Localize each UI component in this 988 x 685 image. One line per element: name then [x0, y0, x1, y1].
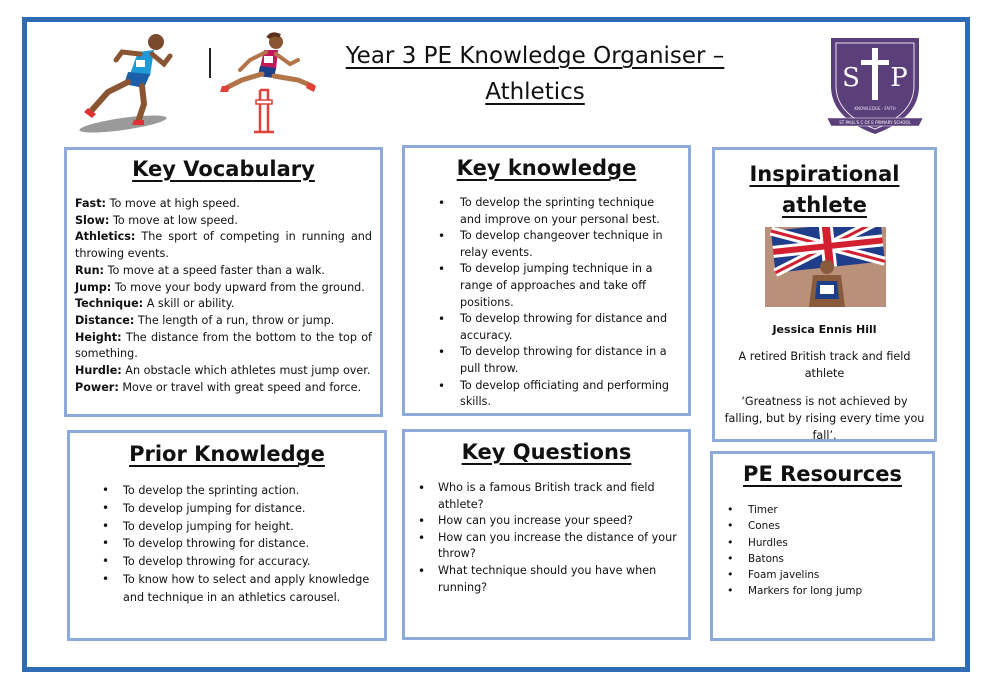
key-questions-panel: [402, 429, 691, 640]
list-item: • To develop throwing for distance.: [70, 535, 384, 553]
key-knowledge-title: Key knowledge: [456, 156, 637, 180]
vocab-definition: To move at a speed faster than a walk.: [104, 263, 325, 277]
list-item: • To know how to select and apply knowledge and technique in an athletics carousel.: [70, 571, 384, 607]
key-knowledge-panel: [402, 145, 691, 416]
prior-knowledge-title: Prior Knowledge: [129, 442, 325, 466]
vocab-definition: The distance from the bottom to the top of something.: [75, 330, 372, 361]
vocab-term: Technique:: [75, 297, 144, 311]
pe-resources-list: [713, 502, 932, 600]
list-item: • To develop jumping technique in a range of approaches and take off positions.: [405, 261, 688, 311]
vocab-term: Distance:: [75, 313, 135, 327]
page-title: [330, 38, 740, 110]
key-questions-list: [405, 480, 688, 596]
inspirational-athlete-title: Inspirational athlete: [749, 162, 900, 217]
hurdler-illustration: [220, 30, 320, 135]
list-item: • To develop officiating and performing skills.: [405, 378, 688, 411]
vocab-term: Height:: [75, 330, 122, 344]
athlete-quote: ‘Greatness is not achieved by falling, but by rising every time you fall’.: [724, 395, 925, 442]
list-item: • How can you increase the distance of your throw?: [405, 530, 688, 563]
key-vocabulary-panel: [64, 147, 383, 417]
list-item: • Who is a famous British track and field athlete?: [405, 480, 688, 513]
vocab-definition: A skill or ability.: [143, 297, 235, 311]
vocab-item: [75, 229, 372, 262]
knowledge-list: [405, 195, 688, 411]
vocab-term: Fast:: [75, 197, 107, 210]
list-item: • To develop the sprinting action.: [70, 482, 384, 500]
vocab-definition: An obstacle which athletes must jump over.: [121, 364, 371, 378]
athlete-photo: [765, 227, 886, 307]
vocab-term: Slow:: [75, 213, 110, 227]
list-item: • Foam javelins: [713, 567, 932, 583]
header-divider: [209, 48, 211, 78]
vocab-definition: To move at high speed.: [106, 197, 240, 210]
vocab-definition: To move your body upward from the ground.: [111, 280, 365, 294]
vocab-item: [75, 280, 372, 297]
vocab-item: [75, 330, 372, 363]
athlete-name: Jessica Ennis Hill: [772, 323, 877, 336]
vocab-definition: The length of a run, throw or jump.: [134, 313, 335, 327]
vocab-term: Jump:: [75, 280, 112, 294]
list-item: • To develop changeover technique in relay events.: [405, 228, 688, 261]
crest-initial-p: P: [890, 63, 908, 93]
key-questions-title: Key Questions: [461, 440, 632, 464]
vocab-term: Hurdle:: [75, 364, 122, 378]
vocab-item: [75, 296, 372, 313]
list-item: • Markers for long jump: [713, 583, 932, 599]
title-line-2: Athletics: [485, 79, 585, 105]
vocab-item: [75, 263, 372, 280]
prior-knowledge-list: [70, 482, 384, 607]
key-vocabulary-title: Key Vocabulary: [132, 157, 315, 181]
list-item: • Cones: [713, 518, 932, 534]
crest-initial-s: S: [842, 63, 860, 93]
list-item: • To develop throwing for accuracy.: [70, 553, 384, 571]
vocab-item: [75, 213, 372, 230]
vocab-item: [75, 196, 372, 213]
list-item: • To develop throwing for distance and accuracy.: [405, 311, 688, 344]
list-item: • To develop jumping for height.: [70, 518, 384, 536]
list-item: • To develop the sprinting technique and improve on your personal best.: [405, 195, 688, 228]
vocab-item: [75, 363, 372, 380]
school-crest-logo: [823, 34, 927, 138]
prior-knowledge-panel: [67, 430, 387, 641]
inspirational-athlete-panel: [712, 147, 937, 442]
vocab-term: Power:: [75, 380, 119, 394]
vocab-definition: Move or travel with great speed and force.: [118, 380, 362, 394]
title-line-1: Year 3 PE Knowledge Organiser –: [345, 43, 725, 69]
pe-resources-title: PE Resources: [743, 462, 902, 486]
vocab-definition: To move at low speed.: [109, 213, 238, 227]
sprinter-illustration: [78, 30, 178, 135]
pe-resources-panel: [710, 451, 935, 641]
vocab-item: [75, 380, 372, 397]
list-item: • Timer: [713, 502, 932, 518]
list-item: • How can you increase your speed?: [405, 513, 688, 530]
athlete-description: A retired British track and field athlete: [738, 350, 911, 380]
crest-school-name: ST PAUL'S C OF E PRIMARY SCHOOL: [839, 120, 911, 125]
vocab-item: [75, 313, 372, 330]
vocabulary-list: [75, 196, 372, 396]
list-item: • Hurdles: [713, 535, 932, 551]
list-item: • What technique should you have when running?: [405, 563, 688, 596]
crest-motto: KNOWLEDGE · FAITH: [854, 106, 896, 111]
list-item: • To develop throwing for distance in a pull throw.: [405, 344, 688, 377]
list-item: • To develop jumping for distance.: [70, 500, 384, 518]
list-item: • Batons: [713, 551, 932, 567]
vocab-definition: The sport of competing in running and throwing events.: [75, 230, 372, 261]
vocab-term: Athletics:: [75, 230, 136, 244]
vocab-term: Run:: [75, 263, 105, 277]
